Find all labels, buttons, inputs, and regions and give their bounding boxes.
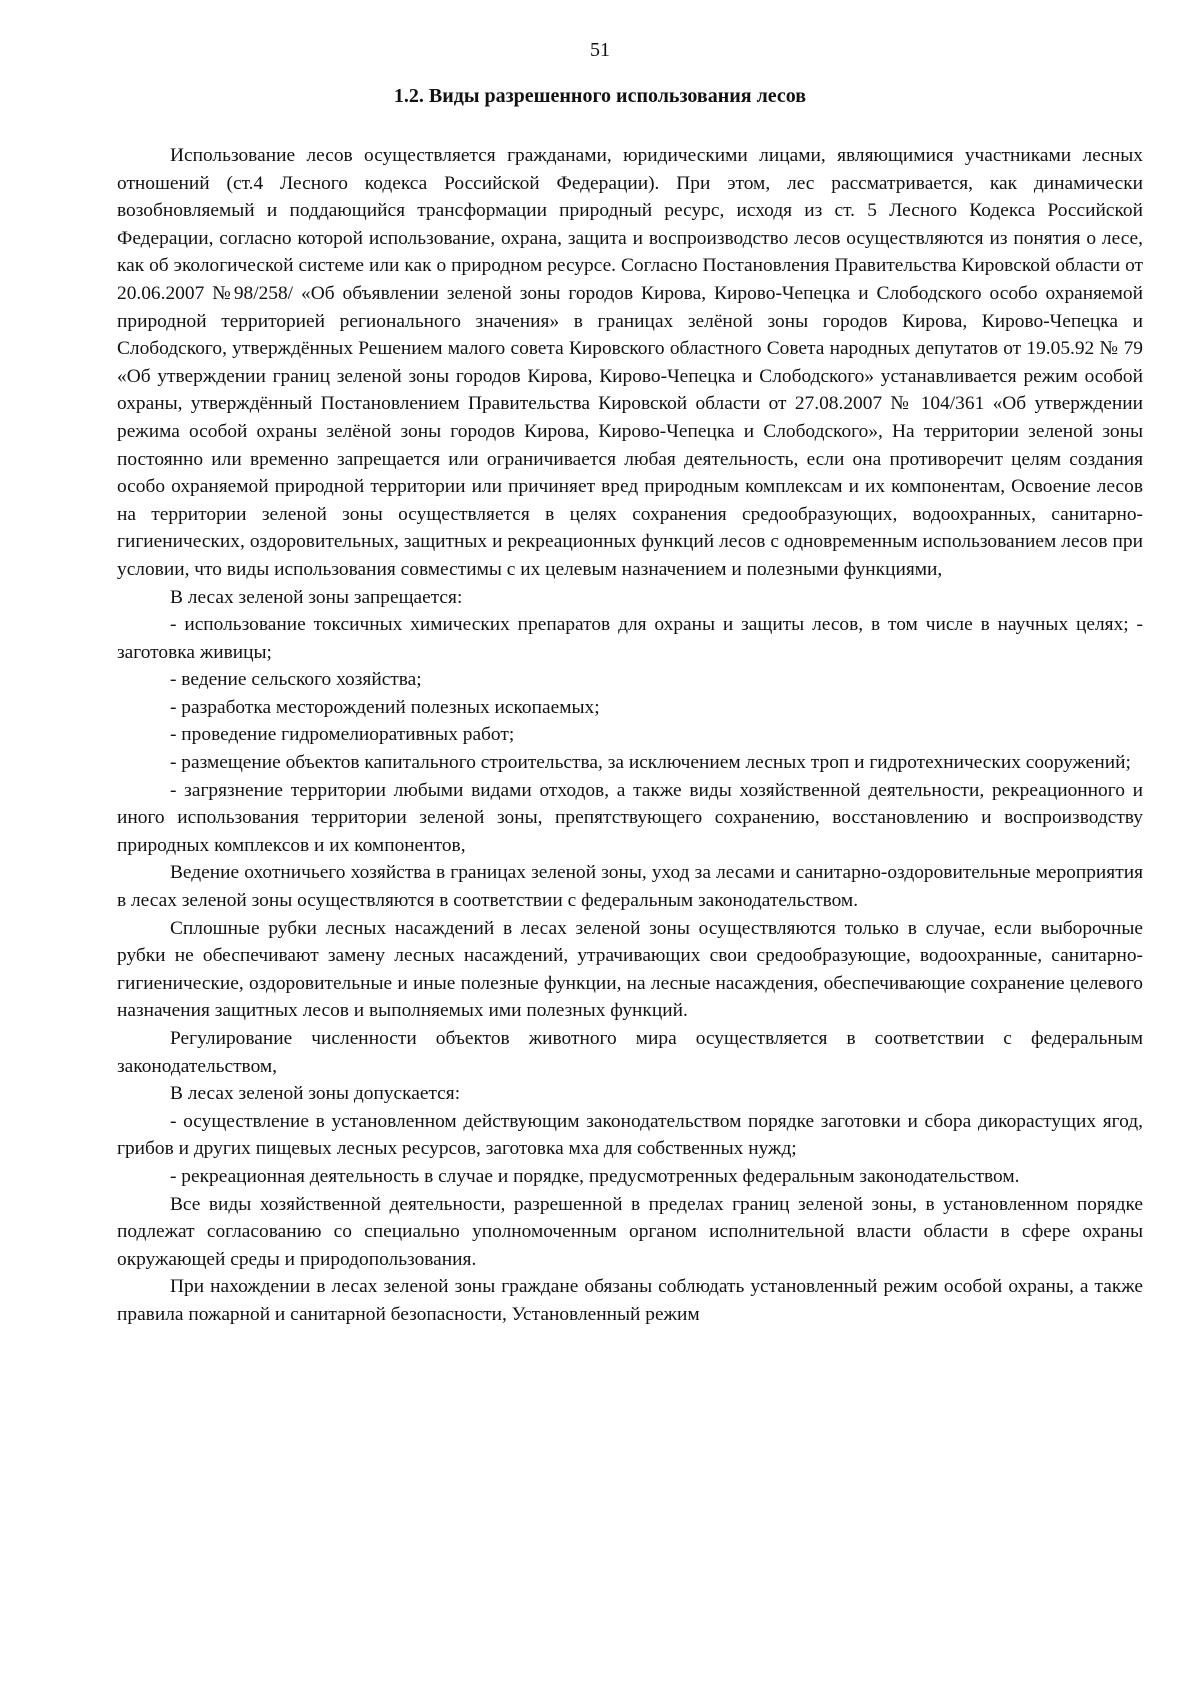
list-item: - проведение гидромелиоративных работ; [170, 724, 515, 746]
paragraph: Все виды хозяйственной деятельности, разрешенной в пределах границ зеленой зоны, в установленном порядке подлежат согласованию со специально уполномоченным органом исполнительной власти области в сфере охраны окружающей среды и природопользования. [117, 1193, 1143, 1270]
paragraph: Ведение охотничьего хозяйства в границах зеленой зоны, уход за лесами и санитарно-оздоровительные мероприятия в лесах зеленой зоны осуществляются в соответствии с федеральным законодательством. [117, 862, 1143, 912]
list-item: - ведение сельского хозяйства; [170, 669, 422, 691]
body-text [117, 142, 1143, 1329]
paragraph: В лесах зеленой зоны запрещается: [170, 586, 463, 608]
list-item: - загрязнение территории любыми видами отходов, а также виды хозяйственной деятельности, рекреационного и иного использования территории зеленой зоны, препятствующего сохранению, восстановлению и воспроизводству природных комплексов и их компонентов, [117, 779, 1143, 856]
paragraph: Использование лесов осуществляется гражданами, юридическими лицами, являющимися участниками лесных отношений (ст.4 Лесного кодекса Российской Федерации). При этом, лес рассматривается, как динамически возобновляемый и поддающийся трансформации природный ресурс, исходя из ст. 5 Лесного Кодекса Российской Федерации, согласно которой использование, охрана, защита и воспроизводство лесов осуществляются из понятия о лесе, как об экологической системе или как о природном ресурсе. Согласно Постановления Правительства Кировской области от 20.06.2007 №98/258/ «Об объявлении зеленой зоны городов Кирова, Кирово-Чепецка и Слободского особо охраняемой природной территорией регионального значения» в границах зелёной зоны городов Кирова, Кирово-Чепецка и Слободского, утверждённых Решением малого совета Кировского областного Совета народных депутатов от 19.05.92 № 79 «Об утверждении границ зеленой зоны городов Кирова, Кирово-Чепецка и Слободского» устанавливается режим особой охраны, утверждённый Постановлением Правительства Кировской области от 27.08.2007 № 104/361 «Об утверждении режима особой охраны зелёной зоны городов Кирова, Кирово-Чепецка и Слободского», На территории зеленой зоны постоянно или временно запрещается или ограничивается любая деятельность, если она противоречит целям создания особо охраняемой природной территории или причиняет вред природным комплексам и их компонентам, Освоение лесов на территории зеленой зоны осуществляется в целях сохранения средообразующих, водоохранных, санитарно-гигиенических, оздоровительных, защитных и рекреационных функций лесов с одновременным использованием лесов при условии, что виды использования совместимы с их целевым назначением и полезными функциями, [117, 145, 1143, 580]
page-number: 51 [590, 39, 610, 61]
list-item: - осуществление в установленном действующим законодательством порядке заготовки и сбора дикорастущих ягод, грибов и других пищевых лесных ресурсов, заготовка мха для собственных нужд; [117, 1110, 1143, 1160]
list-item: - рекреационная деятельность в случае и порядке, предусмотренных федеральным законодательством. [170, 1165, 1020, 1187]
list-item: - размещение объектов капитального строительства, за исключением лесных троп и гидротехнических сооружений; [170, 752, 1131, 774]
paragraph: При нахождении в лесах зеленой зоны граждане обязаны соблюдать установленный режим особой охраны, а также правила пожарной и санитарной безопасности, Установленный режим [117, 1276, 1143, 1325]
list-item: - разработка месторождений полезных ископаемых; [170, 696, 600, 718]
paragraph: В лесах зеленой зоны допускается: [170, 1083, 461, 1105]
section-title: 1.2. Виды разрешенного использования лесов [393, 85, 807, 107]
list-item: - использование токсичных химических препаратов для охраны и защиты лесов, в том числе в научных целях; - заготовка живицы; [117, 614, 1143, 663]
paragraph: Регулирование численности объектов животного мира осуществляется в соответствии с федеральным законодательством, [117, 1028, 1143, 1077]
paragraph: Сплошные рубки лесных насаждений в лесах зеленой зоны осуществляются только в случае, если выборочные рубки не обеспечивают замену лесных насаждений, утрачивающих свои средообразующие, водоохранные, санитарно-гигиенические, оздоровительные и иные полезные функции, на лесные насаждения, обеспечивающие сохранение целевого назначения защитных лесов и выполняемых ими полезных функций. [117, 917, 1143, 1022]
